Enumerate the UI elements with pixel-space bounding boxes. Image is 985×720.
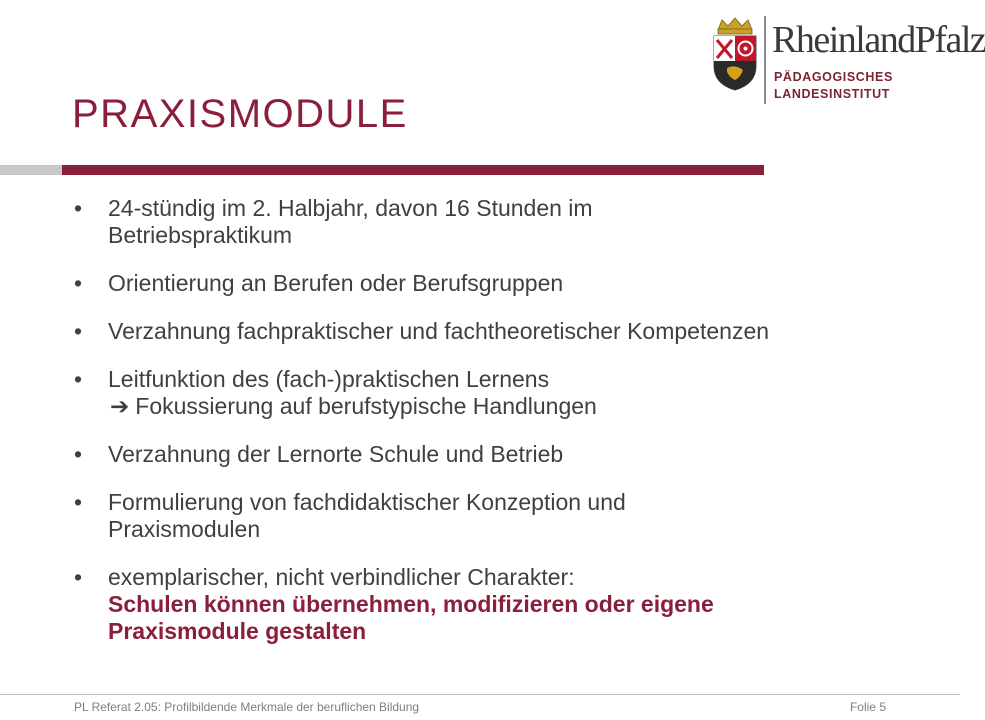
- bullet-text: • 24-stündig im 2. Halbjahr, davon 16 Stunden im: [108, 195, 593, 221]
- bullet-text: Fokussierung auf berufstypische Handlungen: [135, 393, 597, 419]
- title-bar-accent: [62, 165, 764, 175]
- footer-caption: PL Referat 2.05: Profilbildende Merkmale der beruflichen Bildung: [74, 700, 420, 714]
- bullet-text: Praxismodulen: [108, 516, 261, 542]
- bullet-text: • Orientierung an Berufen oder Berufsgruppen: [108, 270, 564, 296]
- bullet-text: Betriebspraktikum: [108, 222, 293, 248]
- bullet-emphasis-text: Schulen können übernehmen, modifizieren oder eigene: [108, 591, 714, 617]
- slide-title: PRAXISMODULE: [72, 92, 408, 136]
- bullet-text: • Leitfunktion des (fach-)praktischen Lernens: [108, 366, 550, 392]
- bullet-item: [70, 366, 910, 420]
- bullet-text: • Formulierung von fachdidaktischer Konzeption und: [108, 489, 626, 515]
- bullet-list: [70, 195, 910, 666]
- bullet-text: • Verzahnung der Lernorte Schule und Betrieb: [108, 441, 564, 467]
- logo-subtitle-line2: LANDESINSTITUT: [774, 87, 891, 101]
- bullet-item: [70, 318, 910, 345]
- bullet-item: [70, 270, 910, 297]
- rlp-logo: [710, 14, 985, 106]
- logo-subtitle-line1: PÄDAGOGISCHES: [774, 70, 893, 84]
- title-bar-grey: [0, 165, 62, 175]
- bullet-subline: [108, 393, 910, 420]
- arrow-right-icon: ➔: [110, 393, 130, 419]
- bullet-text: • Verzahnung fachpraktischer und fachtheoretischer Kompetenzen: [108, 318, 770, 344]
- bullet-item: [70, 441, 910, 468]
- coat-of-arms-icon: [710, 16, 760, 92]
- bullet-item: [70, 489, 910, 543]
- footer-divider: [0, 694, 960, 695]
- logo-divider: [764, 16, 766, 104]
- bullet-text: • exemplarischer, nicht verbindlicher Charakter:: [108, 564, 575, 590]
- bullet-item: [70, 195, 910, 249]
- slide-number: Folie 5: [849, 700, 886, 714]
- logo-brand-text: RheinlandPfalz: [772, 19, 985, 61]
- bullet-item: [70, 564, 910, 645]
- bullet-emphasis-text: Praxismodule gestalten: [108, 618, 367, 644]
